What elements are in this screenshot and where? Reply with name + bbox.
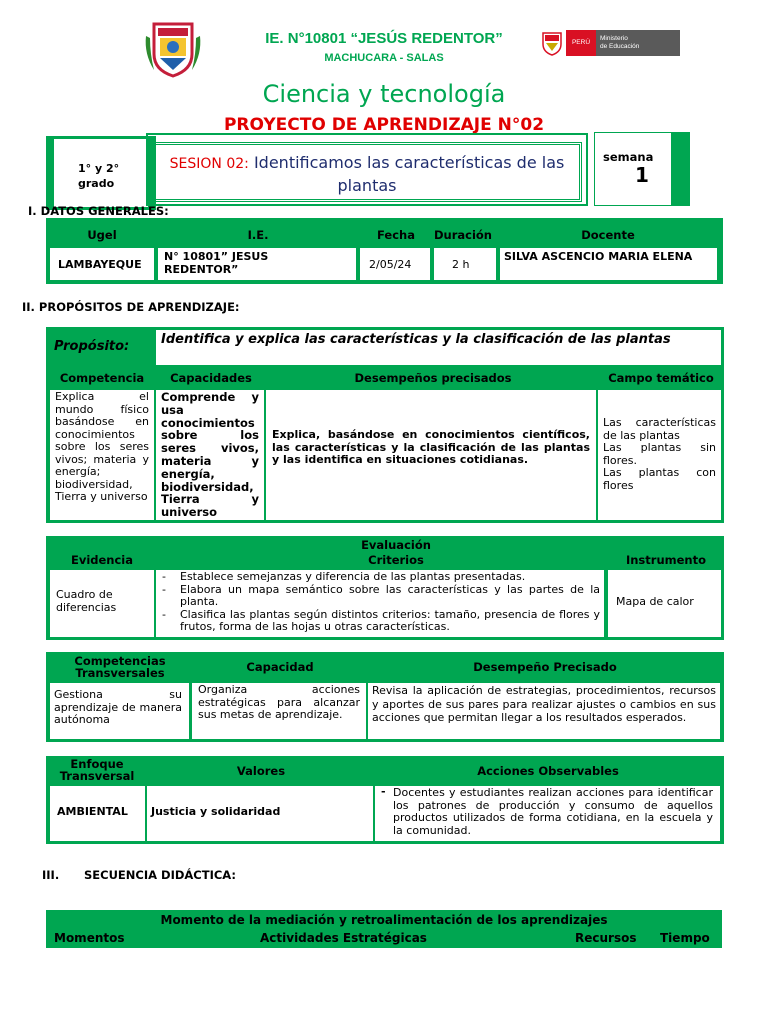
header-instrumento: Instrumento: [625, 553, 707, 567]
header-docente: Docente: [581, 228, 635, 242]
sequence-banner: Momento de la mediación y retroalimentación de los aprendizajes: [160, 913, 608, 927]
header-recursos: Recursos: [575, 931, 637, 945]
campo-item: Las plantas sin flores.: [603, 441, 716, 467]
transversal-capacidad-text: Organiza acciones estratégicas para alcanzar sus metas de aprendizaje.: [198, 683, 360, 721]
school-crest-logo: [140, 14, 206, 80]
capacidades-cell: [156, 390, 264, 520]
criterios-list: [156, 571, 600, 634]
header-momentos: Momentos: [54, 931, 125, 945]
sequence-table-header: [46, 910, 722, 948]
value-fecha: 2/05/24: [369, 258, 412, 271]
week-box-inner: [594, 132, 672, 206]
acciones-cell: [375, 786, 720, 841]
ministry-line-2: de Educación: [600, 43, 640, 50]
peru-shield-icon: [540, 30, 564, 56]
header-competencias-transversales: Competencias Transversales: [74, 654, 166, 680]
transversal-capacidad-cell: [192, 683, 366, 739]
enfoque-cell: [50, 786, 145, 841]
transversal-desempeno-cell: [368, 683, 720, 739]
section-3-title: SECUENCIA DIDÁCTICA:: [84, 868, 237, 882]
valores-cell: [147, 786, 373, 841]
section-2-title: II. PROPÓSITOS DE APRENDIZAJE:: [22, 300, 240, 314]
cell-ugel: [50, 248, 154, 280]
header-tiempo: Tiempo: [660, 931, 710, 945]
criterio-item: - Clasifica las plantas según distintos criterios: tamaño, presencia de flores y frutos, forma de las hojas u otras características.: [156, 609, 600, 634]
transversal-table: [46, 652, 724, 742]
header-duracion: Duración: [433, 228, 492, 242]
purpose-label: Propósito:: [54, 339, 130, 354]
week-number: 1: [635, 163, 649, 187]
criterio-item: - Establece semejanzas y diferencia de las plantas presentadas.: [156, 571, 600, 584]
project-title: PROYECTO DE APRENDIZAJE N°02: [223, 115, 545, 135]
evidencia-text: Cuadro de diferencias: [56, 588, 117, 614]
criterios-cell: [156, 570, 604, 637]
criterio-item: - Elabora un mapa semántico sobre las características y las partes de la planta.: [156, 584, 600, 609]
header-capacidades: Capacidades: [170, 371, 252, 385]
header-criterios: Criterios: [368, 553, 424, 567]
valores-text: Justicia y solidaridad: [151, 805, 281, 818]
transversal-competencia-cell: [50, 683, 189, 739]
value-docente: SILVA ASCENCIO MARIA ELENA: [504, 250, 693, 263]
evidencia-cell: [50, 570, 154, 637]
header-evaluacion: Evaluación: [361, 538, 431, 552]
cell-duracion: [434, 248, 496, 280]
peru-label: PERÚ: [566, 30, 596, 56]
desempenos-cell: [266, 390, 596, 520]
value-duracion: 2 h: [452, 258, 470, 271]
school-location: MACHUCARA - SALAS: [324, 52, 444, 64]
competencia-cell: [50, 390, 154, 520]
value-ie: N° 10801” JESUS REDENTOR”: [164, 250, 269, 276]
grade-box: [46, 136, 156, 210]
header-capacidad: Capacidad: [246, 660, 314, 674]
header-ie: I.E.: [247, 228, 269, 242]
section-1-title: I. DATOS GENERALES:: [28, 204, 169, 218]
campo-item: Las características de las plantas: [603, 416, 716, 442]
section-3-number: III.: [42, 868, 60, 882]
cell-docente: [500, 248, 717, 280]
purpose-text: Identifica y explica las características y la clasificación de las plantas: [161, 332, 671, 347]
cell-ie: [158, 248, 356, 280]
acciones-bullet: -: [381, 785, 386, 798]
instrumento-text: Mapa de calor: [616, 595, 694, 608]
campo-cell: [598, 390, 721, 520]
week-box: [594, 132, 690, 206]
purpose-cell: [156, 330, 721, 365]
capacidades-text: Comprende y usa conocimientos sobre los seres vivos, materia y energía, biodiversidad, Tierra y universo: [161, 390, 259, 520]
session-title-block: [160, 152, 574, 196]
campo-text: [603, 417, 716, 492]
session-title: Identificamos las características de las plantas: [253, 153, 565, 195]
desempenos-text: Explica, basándose en conocimientos científicos, las características y la clasificación de las plantas y las identifica en situaciones cotidianas.: [272, 428, 590, 466]
header-actividades: Actividades Estratégicas: [260, 931, 427, 945]
header-fecha: Fecha: [377, 228, 415, 242]
acciones-text: Docentes y estudiantes realizan acciones para identificar los patrones de producción y consumo de aquellos productos utilizados de forma cotidiana, en la escuela y la comunidad.: [393, 786, 713, 837]
header-desempeno-precisado: Desempeño Precisado: [473, 660, 617, 674]
competencia-text: Explica el mundo físico basándose en conocimientos sobre los seres vivos; materia y energía; biodiversidad, Tierra y universo: [55, 390, 149, 503]
cell-fecha: [360, 248, 430, 280]
header-valores: Valores: [236, 764, 286, 778]
header-enfoque: Enfoque Transversal: [59, 757, 135, 783]
ministry-line-1: Ministerio: [600, 35, 628, 42]
header-desempenos: Desempeños precisados: [354, 371, 512, 385]
instrumento-cell: [608, 570, 721, 637]
enfoque-text: AMBIENTAL: [57, 805, 128, 818]
ministry-logo: [540, 30, 680, 56]
subject-title: Ciencia y tecnología: [262, 80, 506, 108]
purposes-table: [46, 327, 724, 523]
header-ugel: Ugel: [87, 228, 117, 242]
enfoque-table: [46, 756, 724, 844]
header-competencia: Competencia: [59, 371, 145, 385]
value-ugel: LAMBAYEQUE: [58, 258, 142, 271]
week-label: semana: [603, 150, 654, 164]
evaluation-table: [46, 536, 724, 640]
session-label: SESION 02:: [169, 156, 249, 172]
header-evidencia: Evidencia: [70, 553, 134, 567]
general-data-table: [46, 218, 723, 284]
header-campo: Campo temático: [608, 371, 714, 385]
transversal-competencia-text: Gestiona su aprendizaje de manera autónoma: [54, 688, 182, 726]
grade-label: 1° y 2° grado: [78, 162, 120, 190]
ministry-label: [596, 30, 680, 56]
transversal-desempeno-text: Revisa la aplicación de estrategias, procedimientos, recursos y aportes de sus pares para realizar ajustes o cambios en sus acciones que permitan llegar a los resultados esperados.: [372, 684, 716, 724]
grade-box-inner: [54, 139, 148, 207]
header-acciones: Acciones Observables: [477, 764, 619, 778]
school-name: IE. N°10801 “JESÚS REDENTOR”: [265, 30, 503, 47]
campo-item: Las plantas con flores: [603, 466, 716, 492]
